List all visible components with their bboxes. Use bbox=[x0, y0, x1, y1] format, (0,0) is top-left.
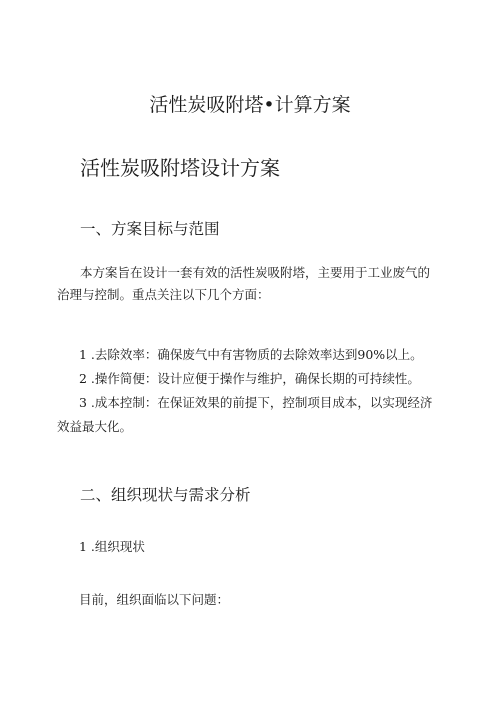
status-paragraph: 目前，组织面临以下问题： bbox=[79, 592, 230, 607]
goals-list bbox=[57, 344, 457, 438]
list-item-continuation: 效益最大化。 bbox=[57, 419, 133, 434]
list-item: 3 .成本控制：在保证效果的前提下，控制项目成本，以实现经济 bbox=[79, 395, 433, 410]
list-item: 1 .去除效率：确保废气中有害物质的去除效率达到90%以上。 bbox=[79, 347, 423, 362]
document-title: 活性炭吸附塔•计算方案 bbox=[149, 94, 351, 116]
section-heading-goals: 一、方案目标与范围 bbox=[80, 220, 220, 238]
section-heading-analysis: 二、组织现状与需求分析 bbox=[80, 486, 251, 504]
intro-line-2: 治理与控制。重点关注以下几个方面： bbox=[57, 287, 270, 302]
intro-line-1: 本方案旨在设计一套有效的活性炭吸附塔，主要用于工业废气的 bbox=[80, 265, 431, 280]
intro-paragraph bbox=[57, 262, 457, 306]
list-item: 2 .操作简便：设计应便于操作与维护，确保长期的可持续性。 bbox=[79, 371, 420, 386]
main-heading: 活性炭吸附塔设计方案 bbox=[80, 156, 280, 180]
subsection-heading-status: 1 .组织现状 bbox=[79, 539, 145, 554]
